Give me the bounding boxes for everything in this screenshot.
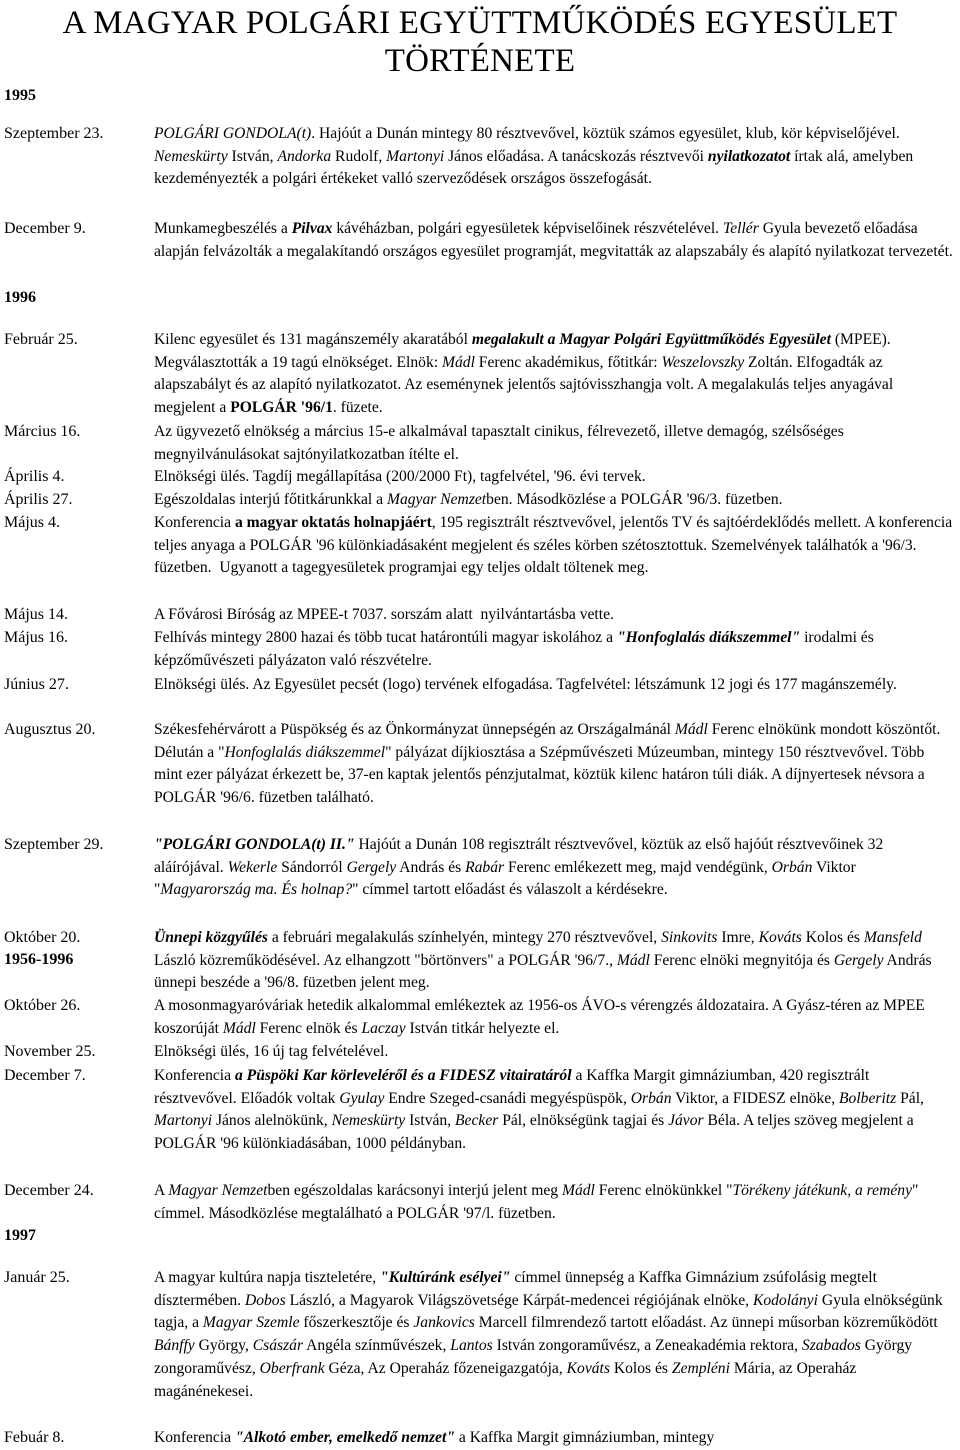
year-heading-1997: 1997 bbox=[4, 1227, 36, 1244]
date-label: December 24. bbox=[4, 1182, 94, 1199]
date-label: Szeptember 23. bbox=[4, 125, 104, 142]
date-label: Március 16. bbox=[4, 423, 81, 440]
date-label: Febuár 8. bbox=[4, 1429, 65, 1446]
date-label: Május 14. bbox=[4, 606, 68, 623]
year-heading-1995: 1995 bbox=[4, 87, 36, 104]
entry-text: Konferencia "Alkotó ember, emelkedő nemzet" a Kaffka Margit gimnáziumban, mintegy bbox=[154, 1429, 715, 1446]
date-label: Február 25. bbox=[4, 331, 78, 348]
date-label: Augusztus 20. bbox=[4, 721, 96, 738]
date-label: Június 27. bbox=[4, 676, 69, 693]
entry-text: "POLGÁRI GONDOLA(t) II." Hajóút a Dunán 108 regisztrált résztvevővel, köztük az első hajóút résztvevőinek 32 aláírójával. Wekerle Sándorról Gergely András és Rabár Ferenc emlékezett meg, majd vendégünk, Orbán Viktor "Magyarország ma. És holnap?" címmel tartott előadást és válaszolt a kérdésekre. bbox=[154, 836, 884, 899]
entry-text: Székesfehérvárott a Püspökség és az Önkormányzat ünnepségén az Országalmánál Mádl Ferenc elnökünk mondott köszöntőt. Délután a "Honfoglalás diákszemmel" pályázat díjkiosztása a Szépművészeti Múzeumban, mintegy 150 résztvevővel. Több mint ezer pályázat érkezett be, 37-en kaptak jelentős pénzjutalmat, köztük kilenc határon túli diák. A díjnyertesek névsora a POLGÁR '96/6. füzetben található. bbox=[154, 721, 941, 807]
entry-text: A Magyar Nemzetben egészoldalas karácsonyi interjú jelent meg Mádl Ferenc elnökünkkel "Törékeny játékunk, a remény" címmel. Másodközlése megtalálható a POLGÁR '97/l. füzetben. bbox=[154, 1182, 919, 1222]
year-heading-1996: 1996 bbox=[4, 289, 36, 306]
entry-text: A magyar kultúra napja tiszteletére, "Kultúránk esélyei" címmel ünnepség a Kaffka Gimnázium zsúfolásig megtelt dísztermében. Dobos László, a Magyarok Világszövetsége Kárpát-medencei régiójának elnöke, Kodolányi Gyula elnökségünk tagja, a Magyar Szemle főszerkesztője és Jankovics Marcell filmrendező tartott előadást. Az ünnepi műsorban közreműködött Bánffy György, Császár Angéla színművészek, Lantos István zongoraművész, a Zeneakadémia rektora, Szabados György zongoraművész, Oberfrank Géza, Az Operaház főzeneigazgatója, Kováts Kolos és Zempléni Mária, az Operaház magánénekesei. bbox=[154, 1269, 943, 1400]
date-label: December 9. bbox=[4, 220, 86, 237]
entry-text: Kilenc egyesület és 131 magánszemély akaratából megalakult a Magyar Polgári Együttműködés Egyesület (MPEE). Megválasztották a 19 tagú elnökséget. Elnök: Mádl Ferenc akadémikus, főtitkár: Weszelovszky Zoltán. Elfogadták az alapszabályt és az alapító nyilatkozatot. Az eseménynek jelentős sajtóvisszhangja volt. A megalakulás teljes anyagával megjelent a POLGÁR '96/1. füzete. bbox=[154, 331, 894, 417]
date-label: Május 4. bbox=[4, 514, 60, 531]
document-title bbox=[0, 0, 960, 80]
entry-text: Konferencia a magyar oktatás holnapjáért, 195 regisztrált résztvevővel, jelentős TV és sajtóérdeklődés mellett. A konferencia teljes anyaga a POLGÁR '96 különkiadásaként megjelent és széles körben szétosztottuk. Szemelvények találhatók a '96/3. füzetben. Ugyanott a tagegyesületek programjai egy teljes oldalt töltenek meg. bbox=[154, 514, 953, 577]
entry-text: Egészoldalas interjú főtitkárunkkal a Magyar Nemzetben. Másodközlése a POLGÁR '96/3. füzetben. bbox=[154, 491, 783, 508]
date-label: Április 4. bbox=[4, 468, 65, 485]
entry-text: A Fővárosi Bíróság az MPEE-t 7037. sorszám alatt nyilvántartásba vette. bbox=[154, 606, 614, 623]
entry-text: Az ügyvezető elnökség a március 15-e alkalmával tapasztalt cinikus, félrevezető, illetve demagóg, szélsőséges megnyilvánulásokat sajtónyilatkozatban ítélte el. bbox=[154, 423, 844, 463]
entry-text: POLGÁRI GONDOLA(t). Hajóút a Dunán mintegy 80 résztvevővel, köztük számos egyesület, klub, kör képviselőjével. Nemeskürty István, Andorka Rudolf, Martonyi János előadása. A tanácskozás résztvevői nyilatkozatot írtak alá, amelyben kezdeményezték a polgári értékeket valló szerveződések országos összefogását. bbox=[154, 125, 914, 188]
entry-text: Ünnepi közgyűlés a februári megalakulás színhelyén, mintegy 270 résztvevővel, Sinkovits Imre, Kováts Kolos és Mansfeld László közreműködésével. Az elhangzott "börtönvers" a POLGÁR '96/7., Mádl Ferenc elnöki megnyitója és Gergely András ünnepi beszéde a '96/8. füzetben jelent meg. bbox=[154, 929, 932, 992]
title-line-1: A MAGYAR POLGÁRI EGYÜTTMŰKÖDÉS EGYESÜLET bbox=[62, 5, 898, 41]
date-label: Október 26. bbox=[4, 997, 81, 1014]
entry-text: Munkamegbeszélés a Pilvax kávéházban, polgári egyesületek képviselőinek részvételével. Tellér Gyula bevezető előadása alapján felvázolták a megalakítandó országos egyesület programját, megvitatták az alapszabály és alapító nyilatkozat tervezetét. bbox=[154, 220, 953, 260]
date-label: Október 20. bbox=[4, 929, 81, 946]
date-label: Január 25. bbox=[4, 1269, 70, 1286]
entry-text: A mosonmagyaróváriak hetedik alkalommal emlékeztek az 1956-os ÁVO-s vérengzés áldozataira. A Gyász-téren az MPEE koszorúját Mádl Ferenc elnök és Laczay István titkár helyezte el. bbox=[154, 997, 925, 1037]
date-label: Szeptember 29. bbox=[4, 836, 104, 853]
entry-text: Felhívás mintegy 2800 hazai és több tucat határontúli magyar iskolához a "Honfoglalás diákszemmel" irodalmi és képzőművészeti pályázaton való részvételre. bbox=[154, 629, 874, 669]
date-label-anniversary: 1956-1996 bbox=[4, 951, 74, 968]
date-label: Május 16. bbox=[4, 629, 68, 646]
entry-text: Konferencia a Püspöki Kar körleveléről és a FIDESZ vitairatáról a Kaffka Margit gimnáziumban, 420 regisztrált résztvevővel. Előadók voltak Gyulay Endre Szeged-csanádi megyéspüspök, Orbán Viktor, a FIDESZ elnöke, Bolberitz Pál, Martonyi János alelnökünk, Nemeskürty István, Becker Pál, elnökségünk tagjai és Jávor Béla. A teljes szöveg megjelent a POLGÁR '96 különkiadásában, 1000 példányban. bbox=[154, 1067, 924, 1153]
entry-text: Elnökségi ülés. Tagdíj megállapítása (200/2000 Ft), tagfelvétel, '96. évi tervek. bbox=[154, 468, 646, 485]
entry-text: Elnökségi ülés. Az Egyesület pecsét (logo) tervének elfogadása. Tagfelvétel: létszámunk 12 jogi és 177 magánszemély. bbox=[154, 676, 897, 693]
date-label: December 7. bbox=[4, 1067, 86, 1084]
date-label: November 25. bbox=[4, 1043, 96, 1060]
date-label: Április 27. bbox=[4, 491, 73, 508]
title-line-2: TÖRTÉNETE bbox=[384, 43, 576, 79]
entry-text: Elnökségi ülés, 16 új tag felvételével. bbox=[154, 1043, 389, 1060]
